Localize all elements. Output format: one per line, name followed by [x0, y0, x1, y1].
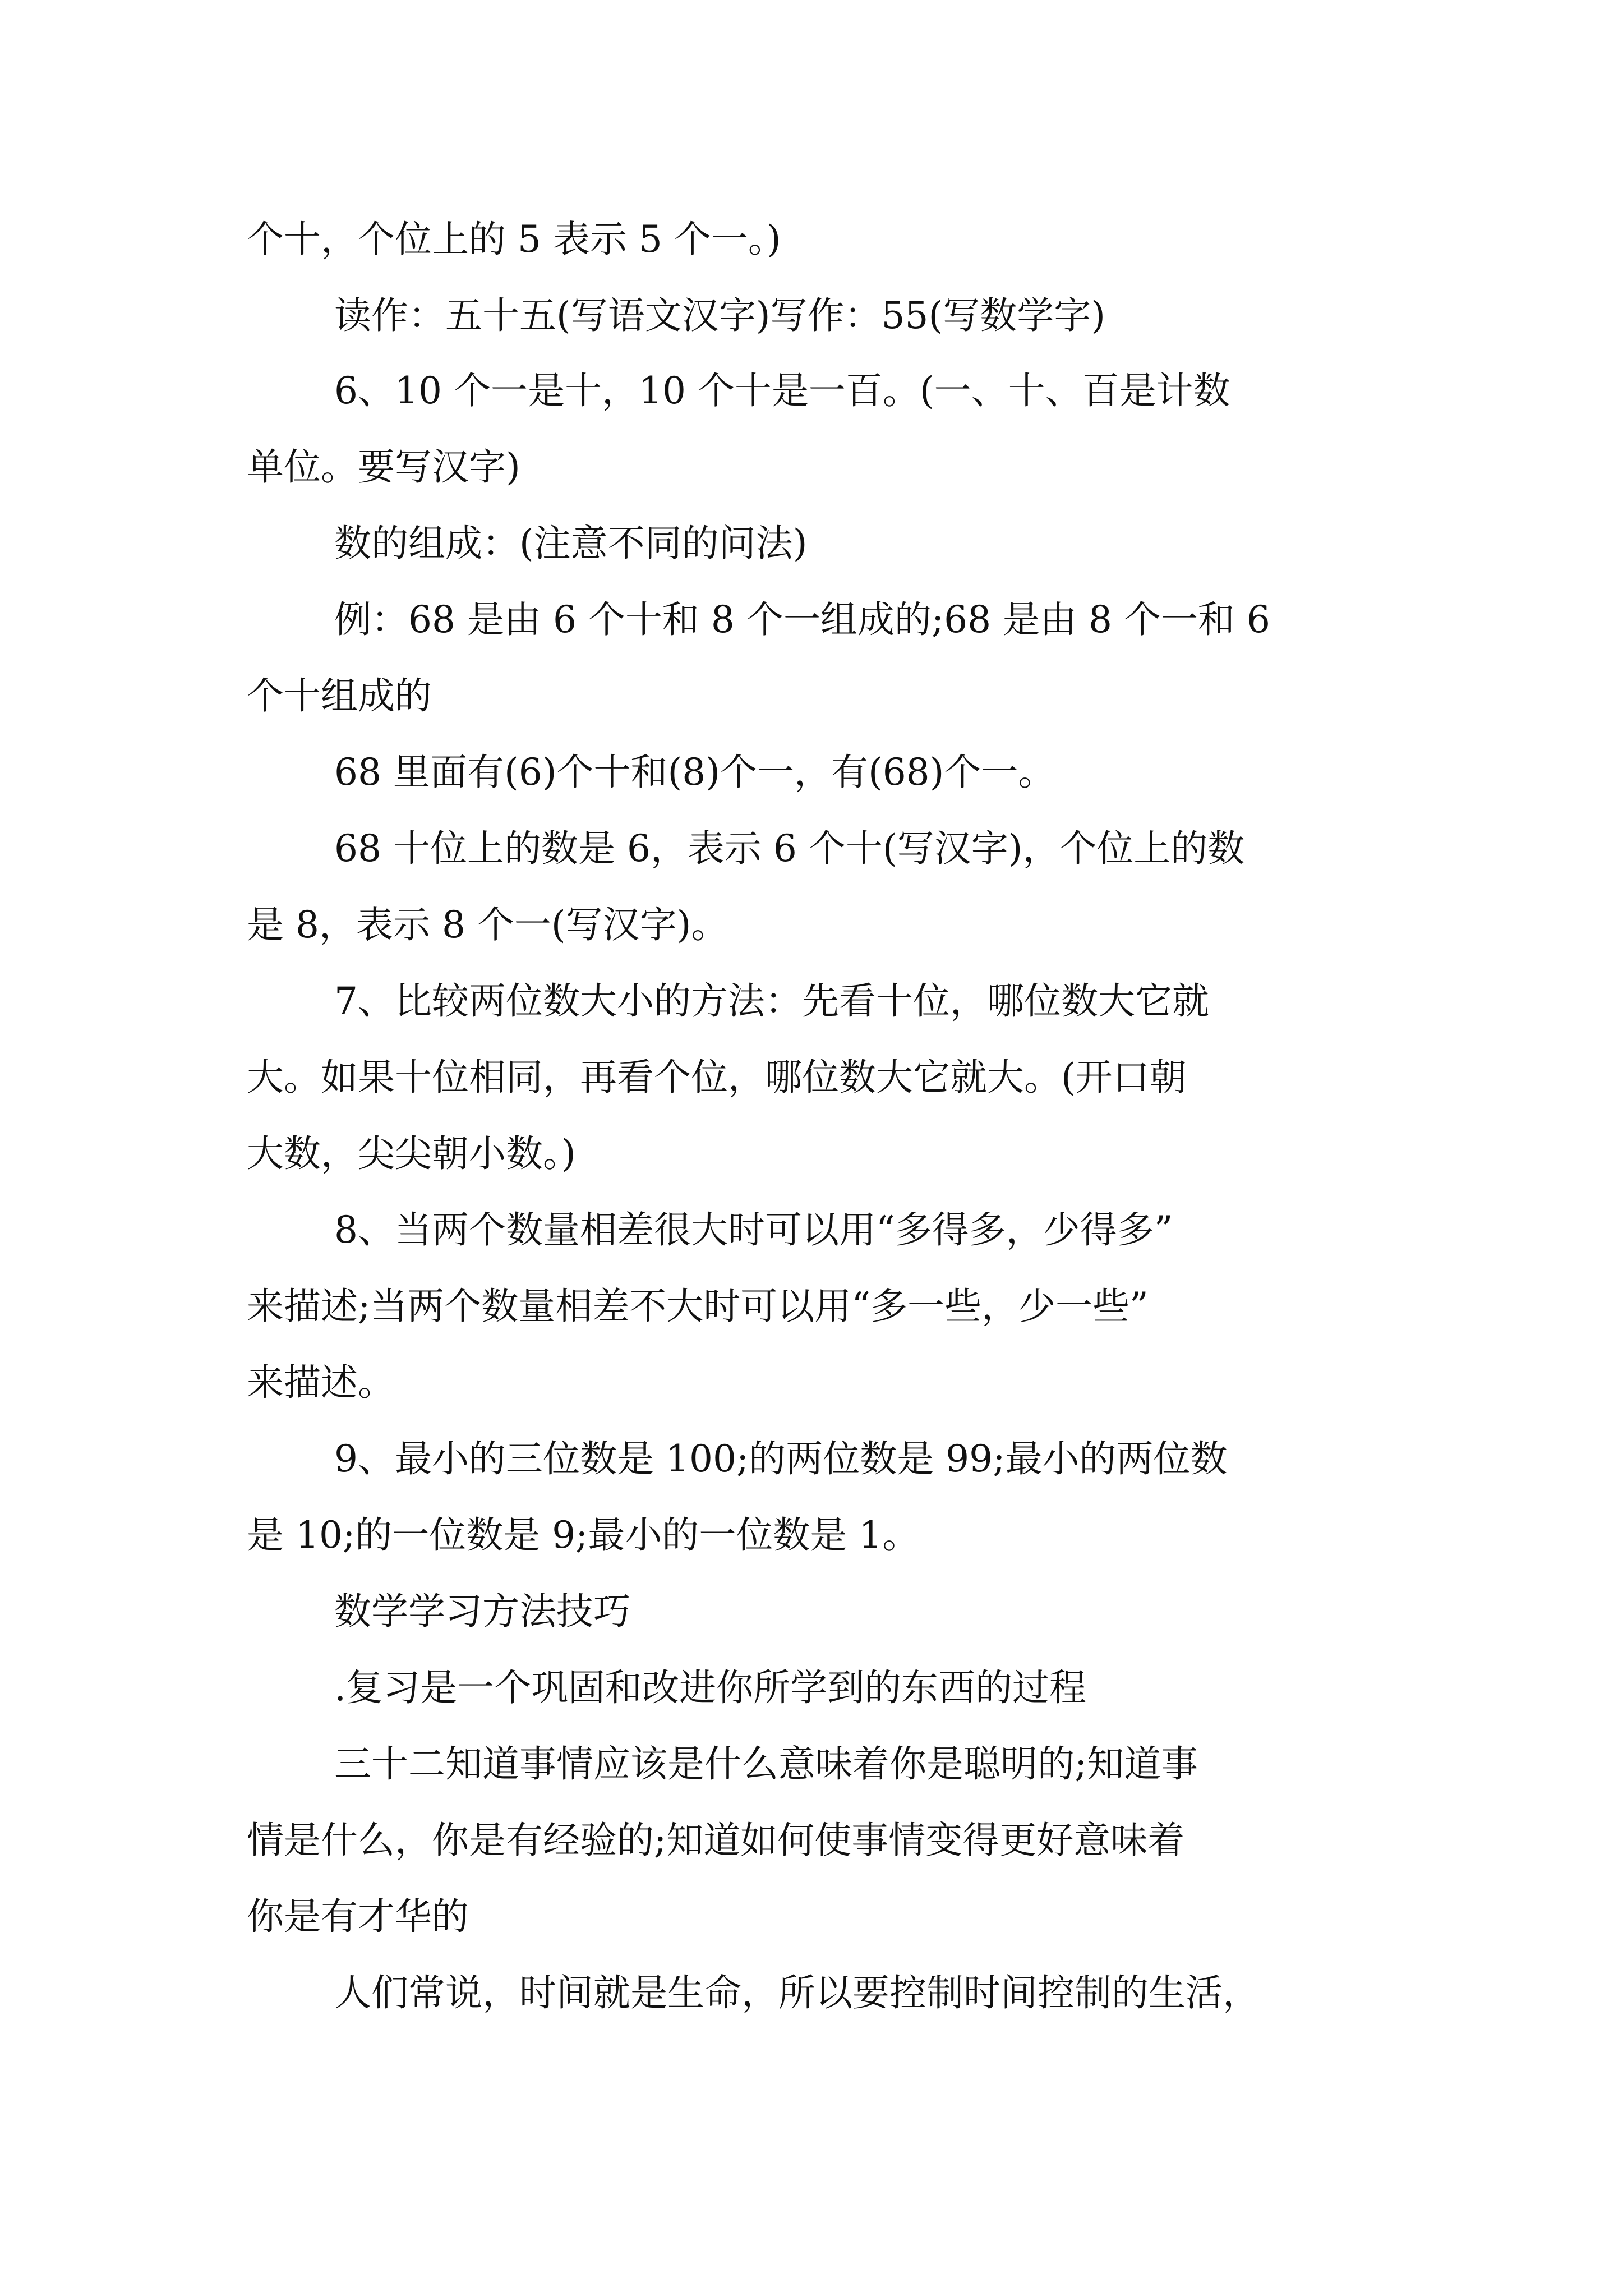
- text-line: 人们常说，时间就是生命，所以要控制时间控制的生活，: [334, 1971, 1260, 2014]
- text-line: 8、当两个数量相差很大时可以用“多得多，少得多”: [334, 1208, 1173, 1251]
- text-line: 数的组成：(注意不同的问法): [334, 522, 808, 565]
- text-line: 68 十位上的数是 6，表示 6 个十(写汉字)，个位上的数: [334, 827, 1245, 870]
- text-line: 个十，个位上的 5 表示 5 个一。): [247, 218, 781, 261]
- text-line: 你是有才华的: [247, 1895, 469, 1938]
- text-line: 读作：五十五(写语文汉字)写作：55(写数学字): [334, 294, 1105, 337]
- text-line: 来描述。: [247, 1361, 395, 1404]
- text-line: 大数，尖尖朝小数。): [247, 1132, 576, 1175]
- text-line: 情是什么，你是有经验的;知道如何使事情变得更好意味着: [247, 1819, 1185, 1862]
- text-line: .复习是一个巩固和改进你所学到的东西的过程: [334, 1666, 1086, 1709]
- text-line: 7、比较两位数大小的方法：先看十位，哪位数大它就: [334, 979, 1209, 1023]
- text-line: 9、最小的三位数是 100;的两位数是 99;最小的两位数: [334, 1437, 1228, 1480]
- text-line: 是 10;的一位数是 9;最小的一位数是 1。: [247, 1513, 920, 1557]
- text-line: 三十二知道事情应该是什么意味着你是聪明的;知道事: [334, 1742, 1198, 1786]
- text-line: 例：68 是由 6 个十和 8 个一组成的;68 是由 8 个一和 6: [334, 598, 1270, 641]
- text-line: 6、10 个一是十，10 个十是一百。(一、十、百是计数: [334, 369, 1230, 412]
- text-line: 来描述;当两个数量相差不大时可以用“多一些，少一些”: [247, 1285, 1149, 1328]
- text-line: 是 8，表示 8 个一(写汉字)。: [247, 903, 728, 946]
- text-line: 个十组成的: [247, 674, 432, 717]
- text-line: 数学学习方法技巧: [334, 1590, 630, 1633]
- text-line: 单位。要写汉字): [247, 445, 520, 489]
- text-line: 68 里面有(6)个十和(8)个一，有(68)个一。: [334, 751, 1055, 794]
- text-line: 大。如果十位相同，再看个位，哪位数大它就大。(开口朝: [247, 1056, 1187, 1099]
